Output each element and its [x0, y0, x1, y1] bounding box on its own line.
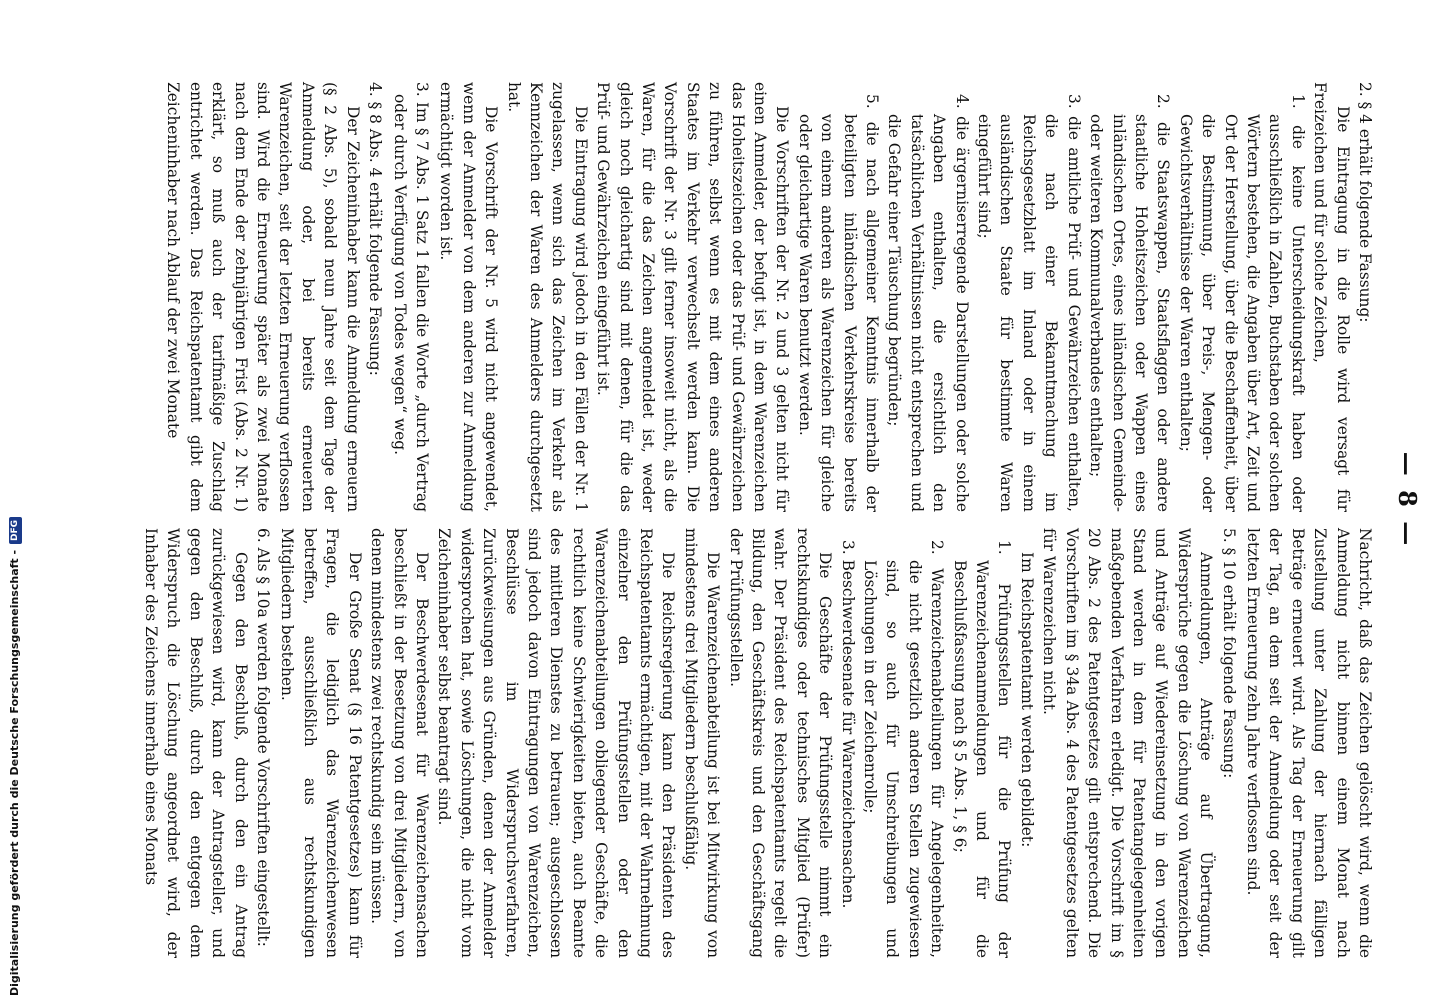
paragraph: Die Vorschriften der Nr. 2 und 3 gelten nicht für einen Anmelder, der befugt ist, in dem Warenzeichen das Hoheitszeichen oder das Prüf- und Gewährzeichen zu führen, selbst wenn es mit dem eines anderen Staates im Verkehr verwechselt werden kann. Die Vorschrift der Nr. 3 gilt ferner insoweit nicht, als die Waren, für die das Zeichen angemeldet ist, weder gleich noch gleichartig sind mit denen, für die das Prüf- und Gewährzeichen eingeführt ist.: [594, 82, 792, 512]
list-item: 4. die ärgerniserregende Darstellungen oder solche Angaben enthalten, die ersichtlich den tatsächlichen Verhältnissen nicht entsprechen und die Gefahr einer Täuschung begründen;: [885, 94, 971, 512]
paragraph: Der Zeicheninhaber kann die Anmeldung erneuern (§ 2 Abs. 5), sobald neun Jahre seit dem Tage der Anmeldung oder, bei bereits erneuerten Warenzeichen, seit der letzten Erneuerung verflossen sind. Wird die Erneuerung später als zwei Monate nach dem Ende der zehnjährigen Frist (Abs. 2 Nr. 1) erklärt, so muß auch der tarifmäßige Zuschlag entrichtet werden. Das Reichspatentamt gibt dem Zeicheninhaber nach Ablauf der zwei Monate: [164, 82, 362, 512]
paragraph: 2. § 4 erhält folgende Fassung:: [1356, 82, 1374, 323]
digitization-credit: [6, 6, 24, 996]
paragraph: Die Geschäfte der Prüfungsstelle nimmt ein rechtskundiges oder technisches Mitglied (Prüfer) wahr. Der Präsident des Reichspatentamts regelt die Bildung, den Geschäftskreis und den Geschäftsgang der Prüfungsstellen.: [726, 528, 835, 958]
paragraph: Die Eintragung in die Rolle wird versagt für Freizeichen und für solche Zeichen,: [1311, 82, 1352, 512]
paragraph: 6. Als § 10a werden folgende Vorschriften eingestellt:: [254, 528, 273, 947]
list-item: 2. Warenzeichenabteilungen für Angelegenheiten, die nicht gesetzlich anderen Stellen zugewiesen sind, so auch für Umschreibungen und Löschungen in der Zeichenrolle;: [861, 540, 947, 958]
paragraph: Anmeldungen, Anträge auf Übertragung, Widersprüche gegen die Löschung von Warenzeichen und Anträge auf Wiedereinsetzung in den vorigen Stand werden in dem für Patentangelegenheiten maßgebenden Verfahren erledigt. Die Vorschrift im § 20 Abs. 2 des Patentgesetzes gilt entsprechend. Die Vorschriften im § 34a Abs. 4 des Patentgesetzes gelten für Warenzeichen nicht.: [1040, 528, 1216, 958]
list-item: 3. Beschwerdesenate für Warenzeichensachen.: [838, 540, 857, 909]
right-column: [140, 528, 1376, 958]
list-item: 1. Prüfungsstellen für die Prüfung der Warenzeichenanmeldungen und für die Beschlußfassung nach § 5 Abs. 1, § 6;: [950, 540, 1014, 958]
dfg-logo: DFG: [9, 517, 22, 544]
paragraph: 5. § 10 erhält folgende Fassung:: [1219, 528, 1238, 779]
paragraph: Gegen den Beschluß, durch den ein Antrag zurückgewiesen wird, kann der Antragsteller, und gegen den Beschluß, durch den entgegen dem Widerspruch die Löschung angeordnet wird, der Inhaber des Zeichens innerhalb eines Monats: [142, 528, 250, 958]
paragraph: Die Reichsregierung kann den Präsidenten des Reichspatentamts ermächtigen, mit der Wahrnehmung einzelner den Prüfungsstellen oder den Warenzeichenabteilungen obliegender Geschäfte, die rechtlich keine Schwierigkeiten bieten, auch Beamte des mittleren Dienstes zu betrauen; ausgeschlossen sind jedoch davon Eintragungen von Warenzeichen, Beschlüsse im Widerspruchsverfahren, Zurückweisungen aus Gründen, denen der Anmelder widersprochen hat, sowie Löschungen, die nicht vom Zeicheninhaber selbst beantragt sind.: [435, 528, 678, 958]
paragraph: Nachricht, daß das Zeichen gelöscht wird, wenn die Anmeldung nicht binnen einem Monat nach Zustellung unter Zahlung der hiernach fälligen Beträge erneuert wird. Als Tag der Erneuerung gilt der Tag, an dem seit der Anmeldung oder seit der letzten Erneuerung zehn Jahre verflossen sind.: [1243, 528, 1374, 958]
credit-text: Digitalisierung gefördert durch die Deutsche Forschungsgemeinschaft -: [8, 549, 21, 996]
paragraph: 3. Im § 7 Abs. 1 Satz 1 fallen die Worte „durch Vertrag oder durch Verfügung von Todes wegen“ weg.: [390, 82, 431, 512]
paragraph: Der Große Senat (§ 16 Patentgesetzes) kann für Fragen, die lediglich das Warenzeichenwesen betreffen, ausschließlich aus rechtskundigen Mitgliedern bestehen.: [278, 528, 364, 958]
paragraph: Die Eintragung wird jedoch in den Fällen der Nr. 1 zugelassen, wenn sich das Zeichen im Verkehr als Kennzeichen der Waren des Anmelders durchgesetzt hat.: [504, 82, 590, 512]
page-number: — 8 —: [1393, 451, 1422, 549]
paragraph: Der Beschwerdesenat für Warenzeichensachen beschließt in der Besetzung von drei Mitgliedern, von denen mindestens zwei rechtskundig sein müssen.: [368, 528, 431, 958]
paragraph: Die Vorschrift der Nr. 5 wird nicht angewendet, wenn der Anmelder von dem anderen zur Anmeldung ermächtigt worden ist.: [437, 82, 501, 512]
paragraph: Die Warenzeichenabteilung ist bei Mitwirkung von mindestens drei Mitgliedern beschlußfähig.: [681, 528, 723, 958]
list-item: 3. die amtliche Prüf- und Gewährzeichen enthalten, die nach einer Bekanntmachung im Reichsgesetzblatt im Inland oder in einem ausländischen Staate für bestimmte Waren eingeführt sind;: [975, 94, 1083, 512]
paragraph: Im Reichspatentamt werden gebildet:: [1017, 552, 1036, 848]
paragraph: 4. § 8 Abs. 4 erhält folgende Fassung:: [366, 82, 385, 376]
left-column: [162, 82, 1376, 512]
list-item: 2. die Staatswappen, Staatsflaggen oder andere staatliche Hoheitszeichen oder Wappen eines inländischen Ortes, eines inländischen Gemeinde- oder weiteren Kommunalverbandes enthalten;: [1087, 94, 1173, 512]
list-item: 5. die nach allgemeiner Kenntnis innerhalb der beteiligten inländischen Verkehrskreise bereits von einem anderen als Warenzeichen für gleiche oder gleichartige Waren benutzt werden.: [795, 94, 882, 512]
list-item: 1. die keine Unterscheidungskraft haben oder ausschließlich in Zahlen, Buchstaben oder solchen Wörtern bestehen, die Angaben über Art, Zeit und Ort der Herstellung, über die Beschaffenheit, über die Bestimmung, über Preis-, Mengen- oder Gewichtsverhältnisse der Waren enthalten;: [1176, 94, 1307, 512]
